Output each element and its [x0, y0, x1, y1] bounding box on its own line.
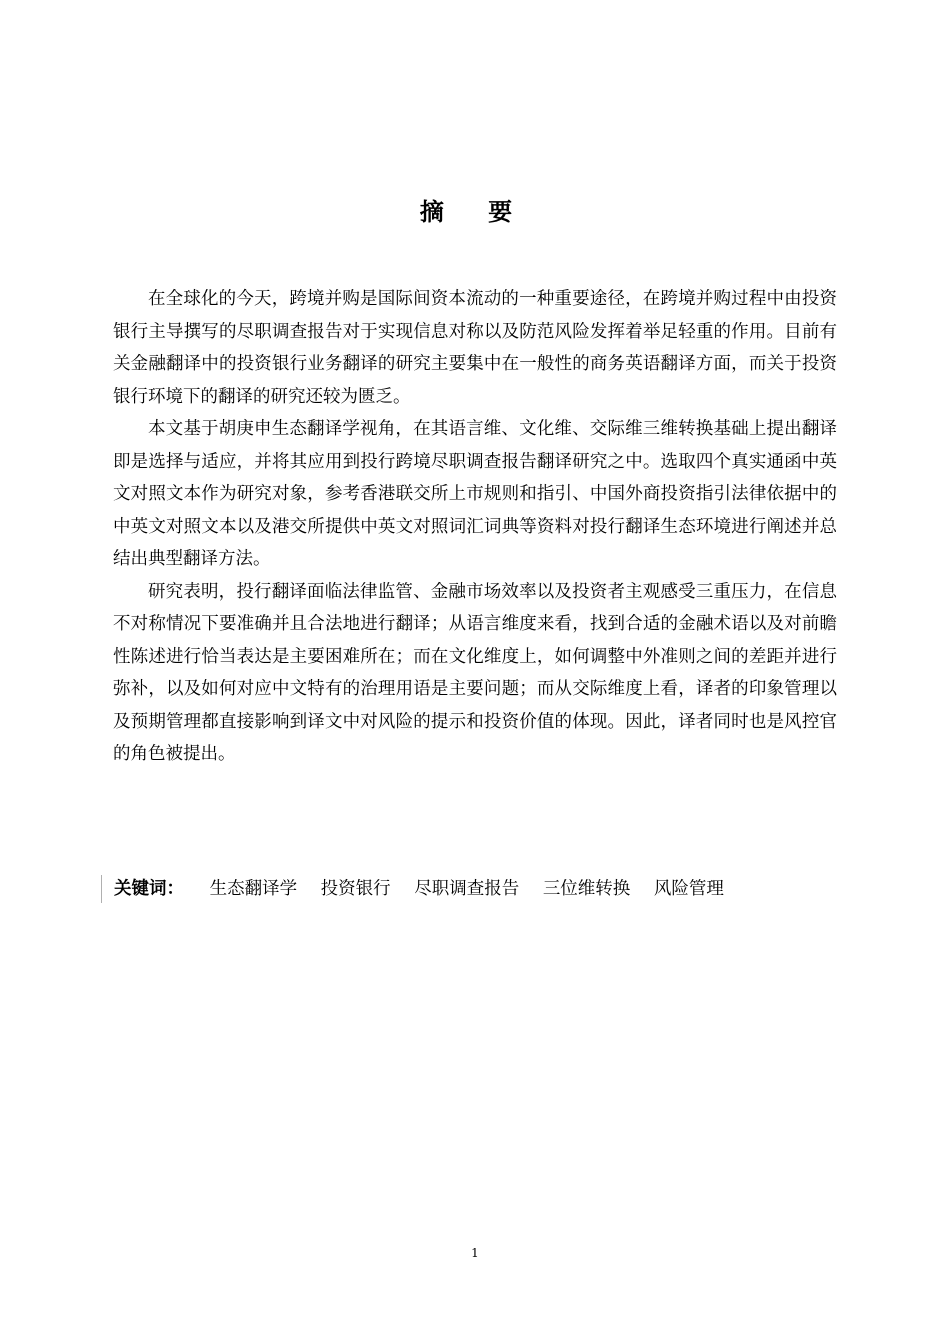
- abstract-body: [113, 283, 837, 771]
- keywords-line: [101, 875, 742, 903]
- keywords-label: 关键词：: [114, 879, 184, 899]
- page-number: 1: [471, 1246, 479, 1260]
- keyword-item: 投资银行: [320, 879, 391, 899]
- abstract-paragraph-3: 研究表明，投行翻译面临法律监管、金融市场效率以及投资者主观感受三重压力，在信息不对称情况下要准确并且合法地进行翻译；从语言维度来看，找到合适的金融术语以及对前瞻性陈述进行恰当表达是主要困难所在；而在文化维度上，如何调整中外准则之间的差距并进行弥补，以及如何对应中文特有的治理用语是主要问题；而从交际维度上看，译者的印象管理以及预期管理都直接影响到译文中对风险的提示和投资价值的体现。因此，译者同时也是风控官的角色被提出。: [113, 581, 837, 764]
- keyword-item: 三位维转换: [542, 879, 631, 899]
- keyword-item: 生态翻译学: [209, 879, 298, 899]
- abstract-paragraph-2: 本文基于胡庚申生态翻译学视角，在其语言维、文化维、交际维三维转换基础上提出翻译即是选择与适应，并将其应用到投行跨境尽职调查报告翻译研究之中。选取四个真实通函中英文对照文本作为研究对象，参考香港联交所上市规则和指引、中国外商投资指引法律依据中的中英文对照文本以及港交所提供中英文对照词汇词典等资料对投行翻译生态环境进行阐述并总结出典型翻译方法。: [113, 419, 837, 569]
- keyword-item: 尽职调查报告: [414, 879, 520, 899]
- abstract-title: 摘 要: [419, 198, 531, 226]
- keyword-item: 风险管理: [653, 879, 724, 899]
- abstract-paragraph-1: 在全球化的今天，跨境并购是国际间资本流动的一种重要途径，在跨境并购过程中由投资银行主导撰写的尽职调查报告对于实现信息对称以及防范风险发挥着举足轻重的作用。目前有关金融翻译中的投资银行业务翻译的研究主要集中在一般性的商务英语翻译方面，而关于投资银行环境下的翻译的研究还较为匮乏。: [113, 289, 837, 407]
